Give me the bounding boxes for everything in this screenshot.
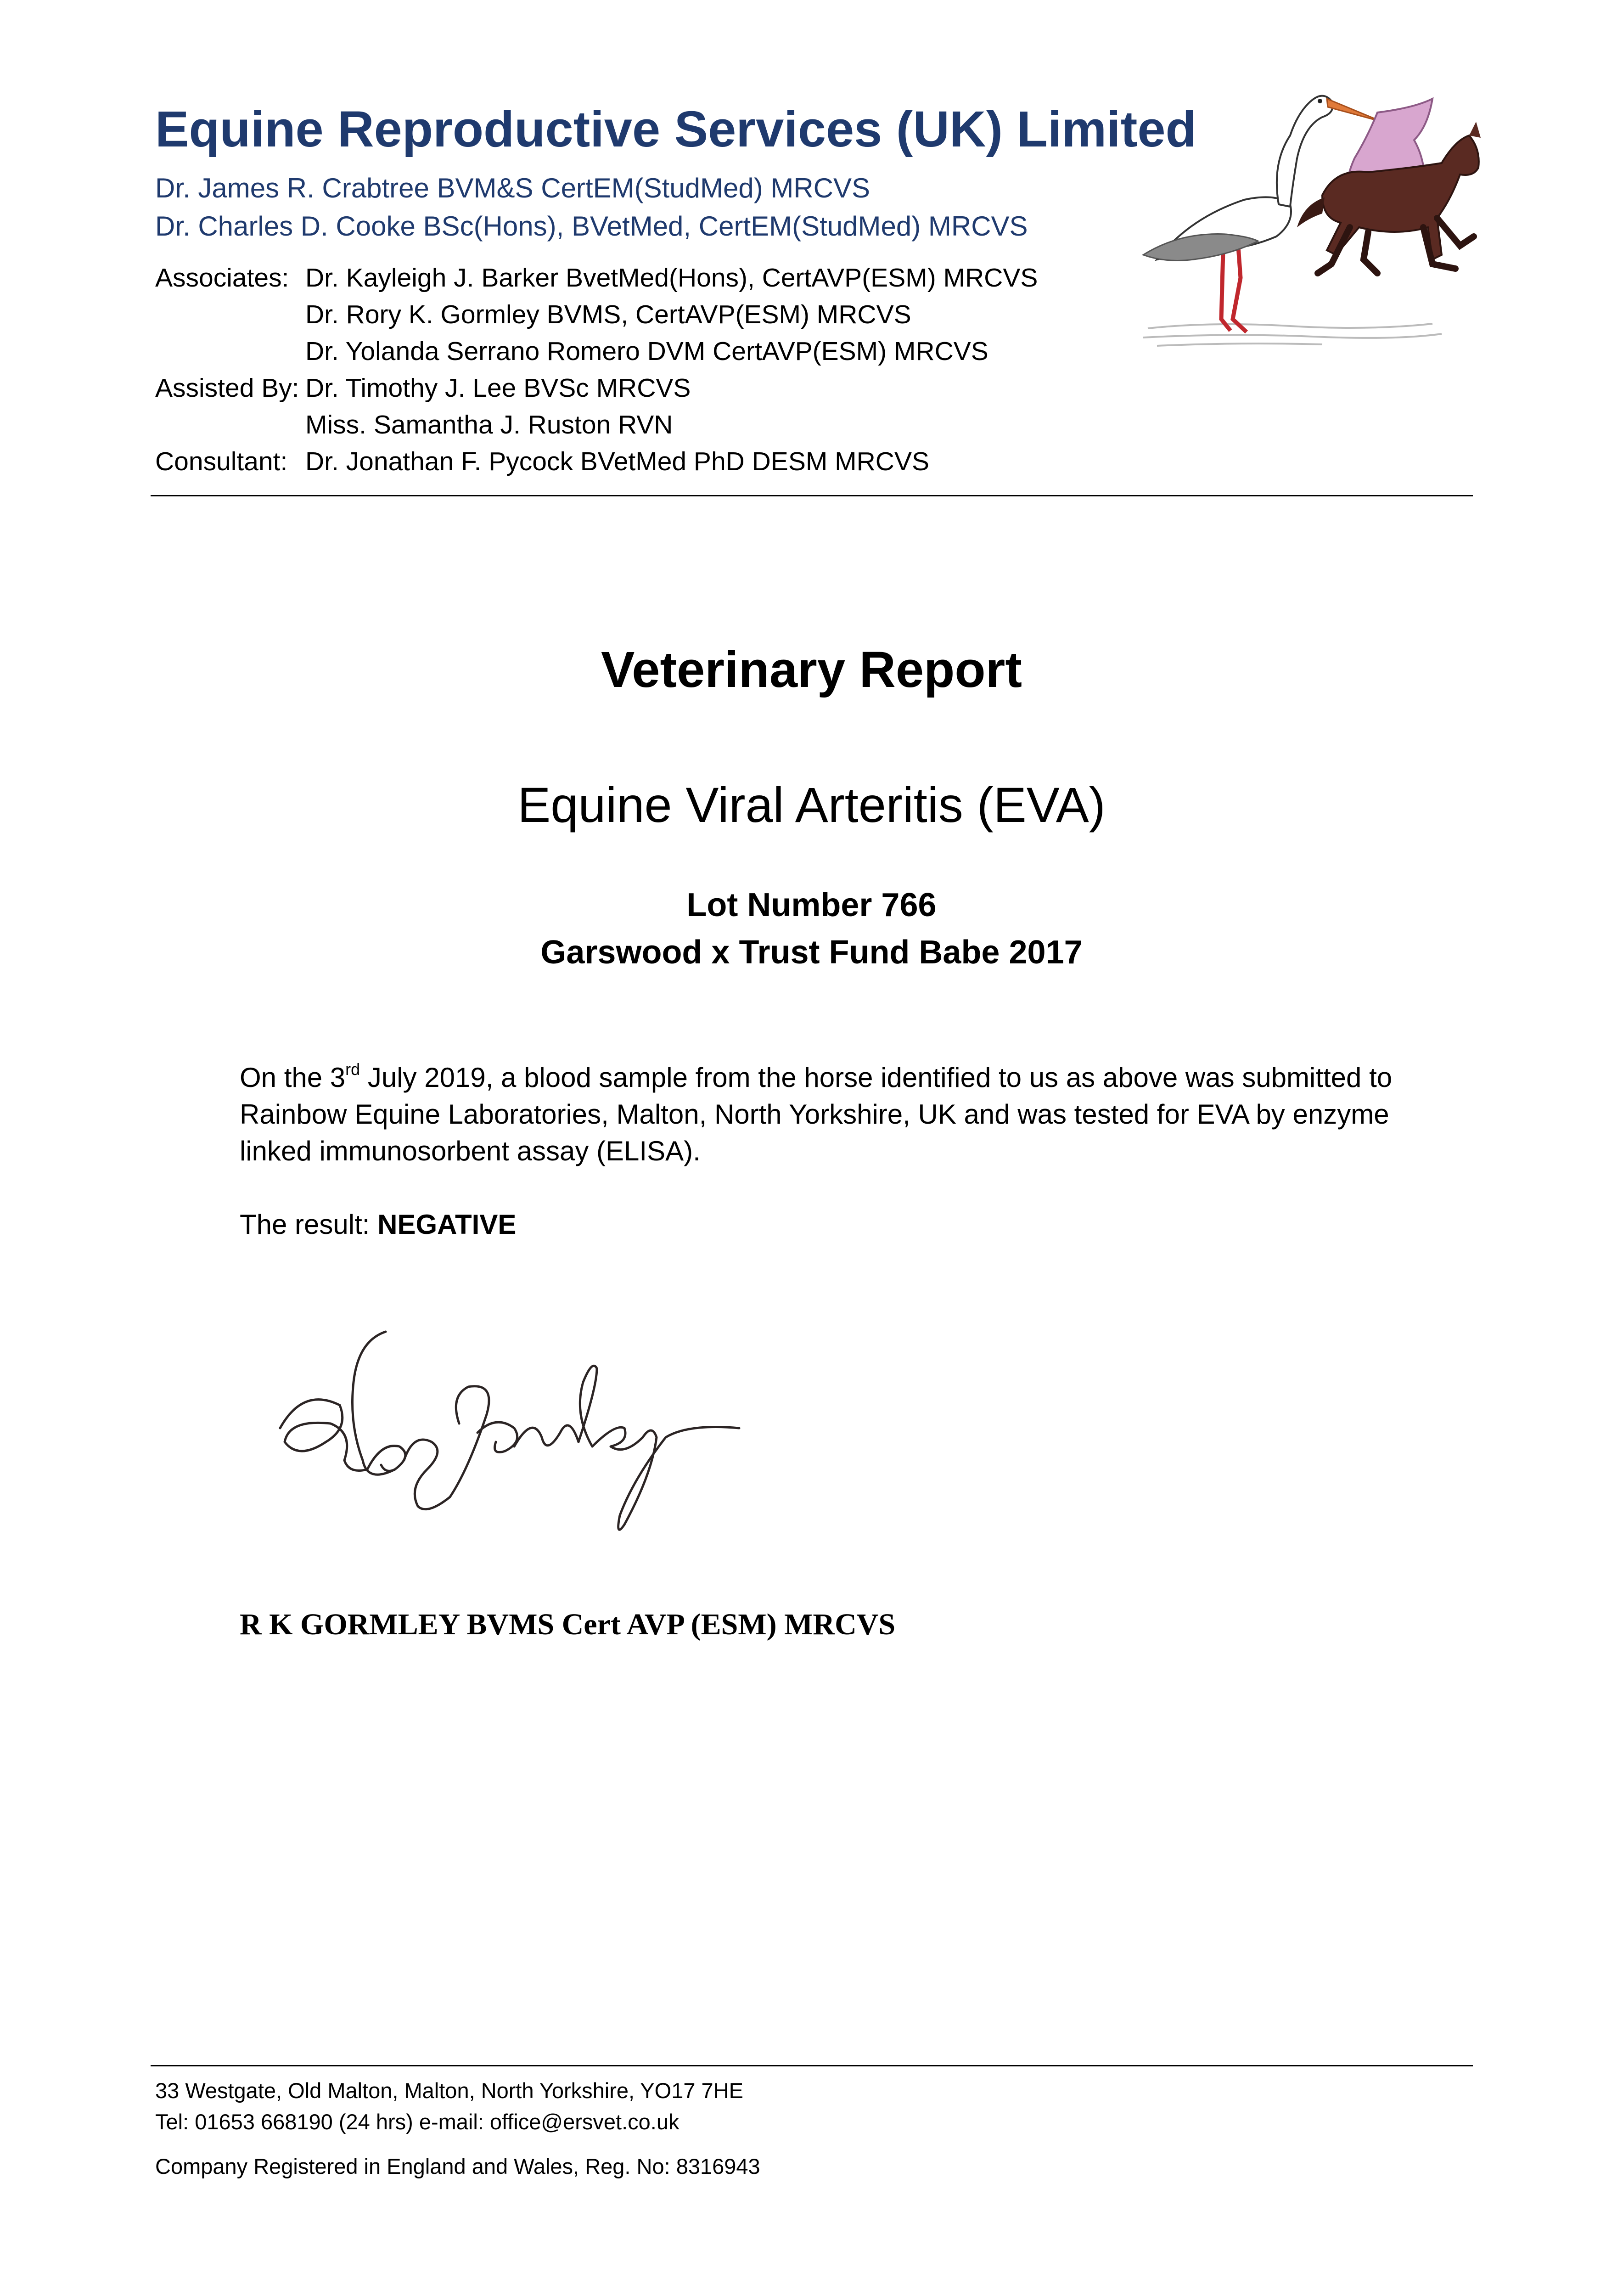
company-name: Equine Reproductive Services (UK) Limited [155, 101, 1196, 158]
body-line-2: Rainbow Equine Laboratories, Malton, North Yorkshire, UK and was tested for EVA by enzyme [240, 1099, 1389, 1130]
lot-number: Lot Number 766 [686, 887, 937, 923]
stork-horse-logo [1139, 80, 1488, 356]
footer-registration: Company Registered in England and Wales, Reg. No: 8316943 [155, 2154, 760, 2178]
body-line-1 [240, 1062, 1392, 1093]
result-value: NEGATIVE [377, 1209, 517, 1240]
result-label: The result: [240, 1209, 378, 1240]
stork-beak-icon [1327, 99, 1382, 122]
horse-name: Garswood x Trust Fund Babe 2017 [540, 934, 1083, 971]
ground-shadow-icon [1143, 324, 1442, 346]
handwritten-signature [275, 1322, 744, 1538]
horse-tail-icon [1297, 197, 1325, 227]
consultant-label: Consultant: [155, 447, 288, 476]
body-line-1-sup: rd [345, 1060, 360, 1079]
assistant-2: Miss. Samantha J. Ruston RVN [305, 410, 673, 439]
report-title: Veterinary Report [601, 642, 1022, 698]
principal-1: Dr. James R. Crabtree BVM&S CertEM(StudMed) MRCVS [155, 173, 870, 203]
assistant-1: Dr. Timothy J. Lee BVSc MRCVS [305, 373, 691, 403]
footer-address: 33 Westgate, Old Malton, Malton, North Yorkshire, YO17 7HE [155, 2078, 743, 2103]
footer-divider [151, 2065, 1473, 2066]
footer-contact: Tel: 01653 668190 (24 hrs) e-mail: office@ersvet.co.uk [155, 2110, 680, 2134]
body-line-1-pre: On the 3 [240, 1062, 346, 1093]
horse-ear-icon [1469, 122, 1481, 138]
signatory-name: R K GORMLEY BVMS Cert AVP (ESM) MRCVS [240, 1608, 896, 1641]
consultant-name: Dr. Jonathan F. Pycock BVetMed PhD DESM MRCVS [305, 447, 930, 476]
assisted-label: Assisted By: [155, 373, 299, 403]
principal-2: Dr. Charles D. Cooke BSc(Hons), BVetMed, CertEM(StudMed) MRCVS [155, 211, 1028, 242]
header-divider [151, 495, 1473, 496]
body-line-1-post: July 2019, a blood sample from the horse identified to us as above was submitted to [360, 1062, 1393, 1093]
associate-1: Dr. Kayleigh J. Barker BvetMed(Hons), CertAVP(ESM) MRCVS [305, 263, 1038, 293]
body-line-3: linked immunosorbent assay (ELISA). [240, 1136, 701, 1166]
stork-eye-icon [1318, 99, 1322, 103]
result-line [240, 1209, 516, 1240]
report-subtitle: Equine Viral Arteritis (EVA) [517, 777, 1106, 833]
associate-2: Dr. Rory K. Gormley BVMS, CertAVP(ESM) MRCVS [305, 300, 911, 329]
associate-3: Dr. Yolanda Serrano Romero DVM CertAVP(ESM) MRCVS [305, 337, 988, 366]
associates-label: Associates: [155, 263, 289, 293]
